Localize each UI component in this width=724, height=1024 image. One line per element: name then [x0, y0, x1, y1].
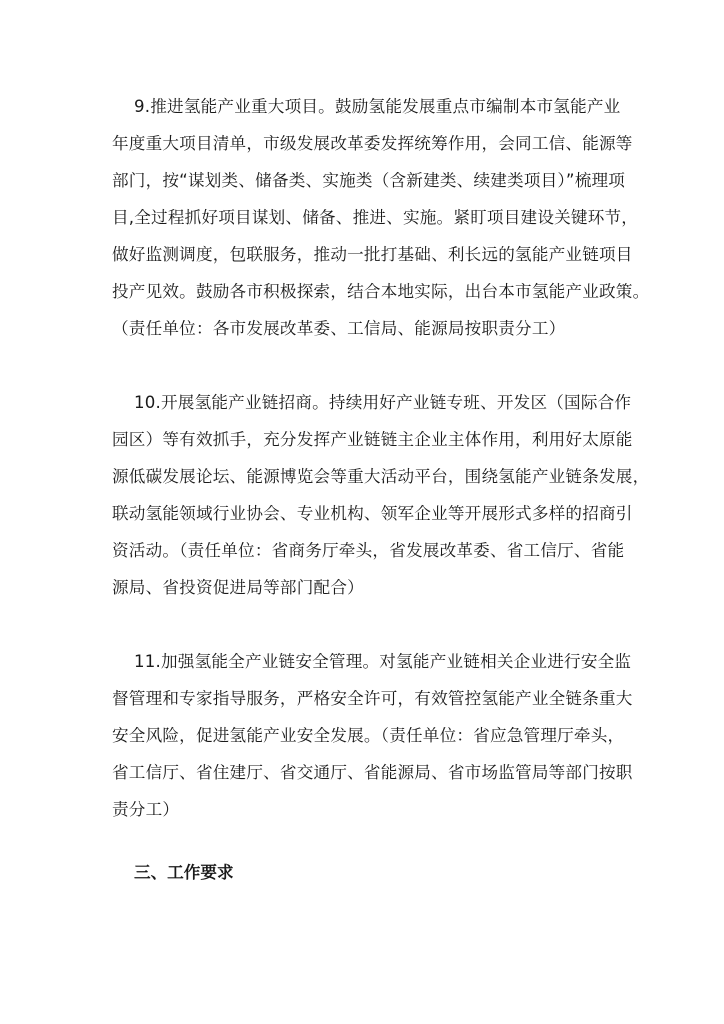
paragraph-line: 安全风险，促进氢能产业安全发展。（责任单位：省应急管理厅牵头，: [112, 726, 625, 745]
paragraph-line: 年度重大项目清单，市级发展改革委发挥统筹作用，会同工信、能源等: [112, 134, 633, 153]
section-heading: 三、工作要求: [134, 863, 234, 882]
paragraph-line: 11.加强氢能全产业链安全管理。对氢能产业链相关企业进行安全监: [134, 652, 632, 671]
paragraph-line: 10.开展氢能产业链招商。持续用好产业链专班、开发区（国际合作: [134, 393, 632, 412]
paragraph-line: 投产见效。鼓励各市积极探索，结合本地实际，出台本市氢能产业政策。: [112, 282, 650, 301]
paragraph-line: 资活动。（责任单位：省商务厅牵头，省发展改革委、省工信厅、省能: [112, 541, 625, 560]
paragraph-line: 责分工）: [112, 800, 180, 819]
paragraph-line: 做好监测调度，包联服务，推动一批打基础、利长远的氢能产业链项目: [112, 245, 633, 264]
paragraph-line: 联动氢能领域行业协会、专业机构、领军企业等开展形式多样的招商引: [112, 504, 633, 523]
paragraph-line: 9.推进氢能产业重大项目。鼓励氢能发展重点市编制本市氢能产业: [134, 97, 621, 116]
paragraph-line: 目,全过程抓好项目谋划、储备、推进、实施。紧盯项目建设关键环节，: [112, 208, 639, 227]
paragraph-line: 园区）等有效抓手，充分发挥产业链链主企业主体作用，利用好太原能: [112, 430, 633, 449]
paragraph-line: （责任单位：各市发展改革委、工信局、能源局按职责分工）: [112, 319, 566, 338]
paragraph-line: 部门，按“谋划类、储备类、实施类（含新建类、续建类项目）”梳理项: [112, 171, 626, 190]
paragraph-line: 源低碳发展论坛、能源博览会等重大活动平台，围绕氢能产业链条发展，: [112, 467, 650, 486]
paragraph-line: 源局、省投资促进局等部门配合）: [112, 578, 364, 597]
paragraph-line: 省工信厅、省住建厅、省交通厅、省能源局、省市场监管局等部门按职: [112, 763, 633, 782]
paragraph-line: 督管理和专家指导服务，严格安全许可，有效管控氢能产业全链条重大: [112, 689, 633, 708]
